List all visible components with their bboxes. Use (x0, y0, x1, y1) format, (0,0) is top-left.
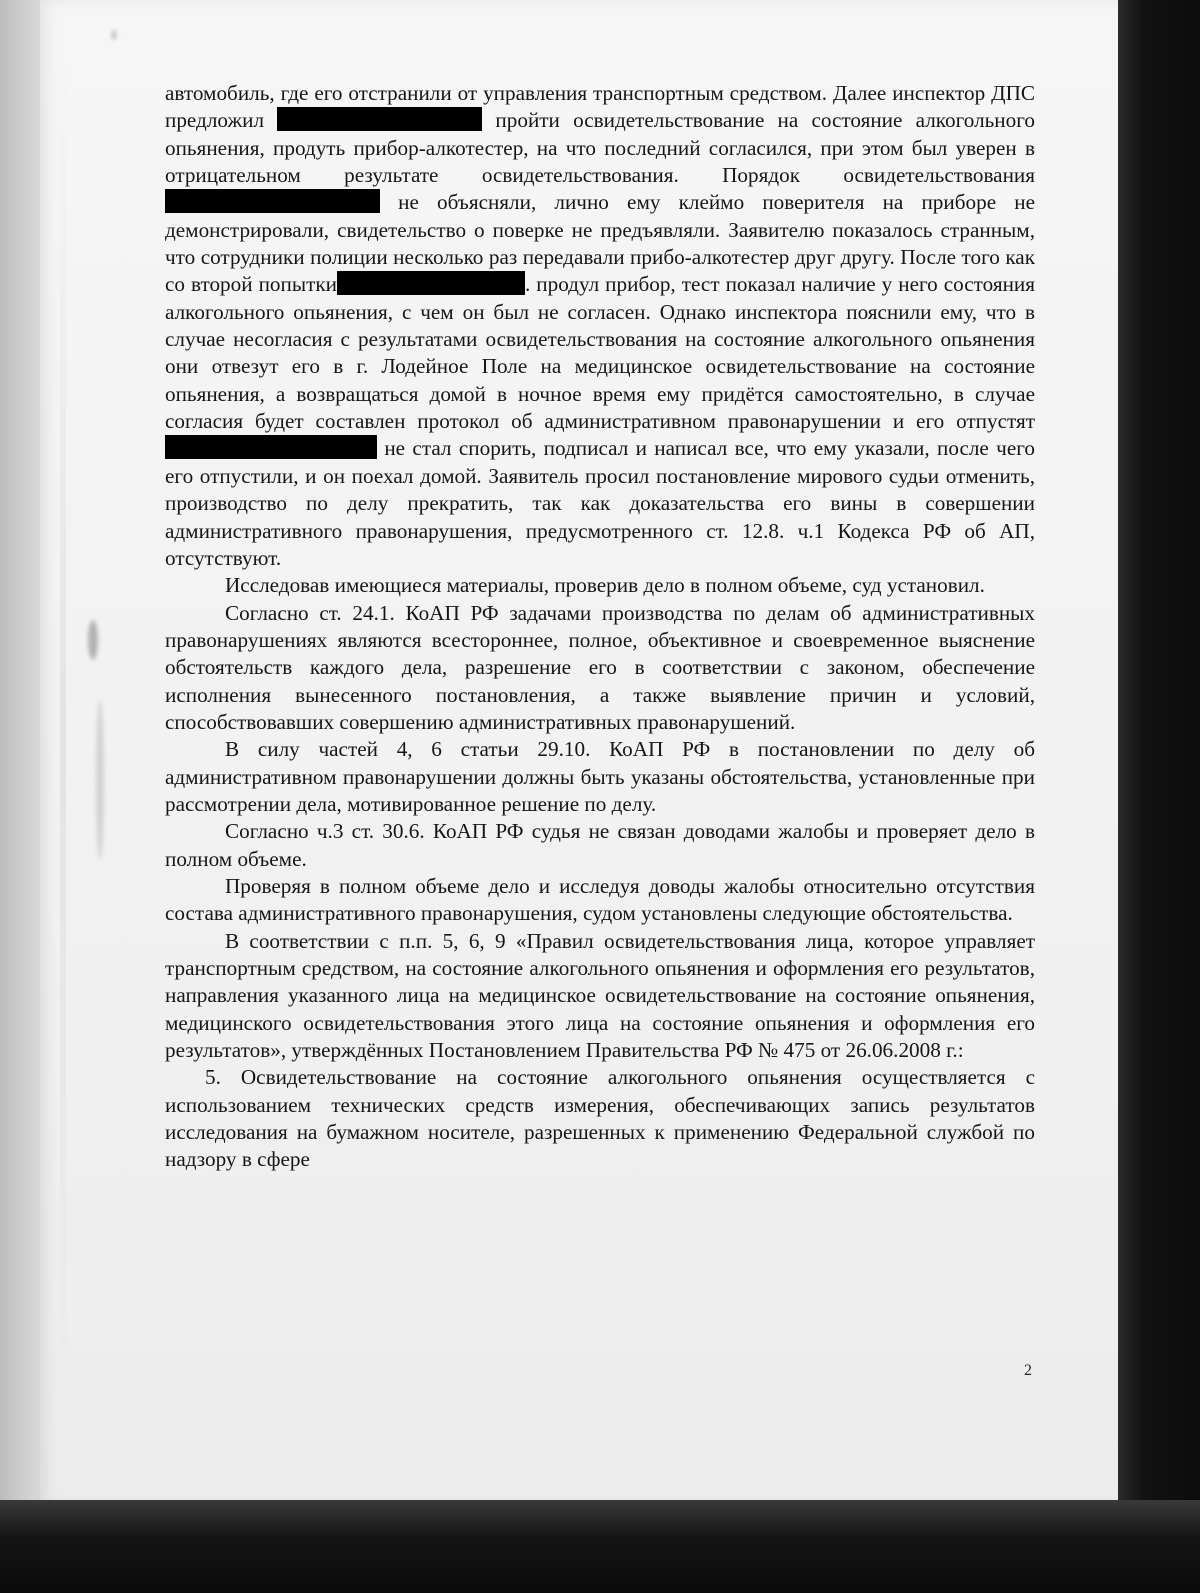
paragraph-article-29-10: В силу частей 4, 6 статьи 29.10. КоАП РФ в постановлении по делу об административном правонарушении должны быть указаны обстоятельства, установленные при рассмотрении дела, мотивированное решение по делу. (165, 737, 1035, 816)
scan-bottom-edge (0, 1500, 1200, 1593)
redaction-block (165, 435, 377, 459)
paragraph-rules-reference: В соответствии с п.п. 5, 6, 9 «Правил освидетельствования лица, которое управляет транспортным средством, на состояние алкогольного опьянения и оформления его результатов, направления указанного лица на медицинское освидетельствование на состояние опьянения, медицинского освидетельствования этого лица на состояние опьянения и оформления его результатов», утверждённых Постановлением Правительства РФ № 475 от 26.06.2008 г.: (165, 928, 1035, 1063)
text-segment: не объясняли, лично ему клеймо поверителя на приборе не демонстрировали, свидетельство о поверке не предъявляли. Заявителю показалось странным, что сотрудники полиции несколько раз передавали прибо-алкотестер друг другу. После того как со второй попытки (165, 190, 1035, 297)
text-segment: . продул прибор, тест показал наличие у него состояния алкогольного опьянения, с чем он был не согласен. Однако инспектора пояснили ему, что в случае несогласия с результатами освидетельствования на состояние алкогольного опьянения они отвезут его в г. Лодейное Поле на медицинское освидетельствование на состояние опьянения, а возвращаться домой в ночное время ему придётся самостоятельно, в случае согласия будет составлен протокол об административном правонарушении и его отпустят (165, 272, 1035, 434)
redaction-block (165, 189, 380, 213)
page-number: 2 (1024, 1362, 1032, 1379)
paragraph-complaint-summary (165, 80, 1035, 572)
paragraph-article-30-6: Согласно ч.3 ст. 30.6. КоАП РФ судья не связан доводами жалобы и проверяет дело в полном объеме. (165, 819, 1035, 871)
paragraph-complaint-review: Проверяя в полном объеме дело и исследуя доводы жалобы относительно отсутствия состава административного правонарушения, судом установлены следующие обстоятельства. (165, 873, 1035, 926)
text-segment: не стал спорить, подписал и написал все, что ему указали, после чего его отпустили, и он поехал домой. Заявитель просил постановление мирового судьи отменить, производство по делу прекратить, так как доказательства его вины в совершении административного правонарушения, предусмотренного ст. 12.8. ч.1 Кодекса РФ об АП, отсутствуют. (165, 436, 1035, 570)
scan-smudge (96, 700, 104, 860)
scan-smudge (88, 620, 98, 660)
paragraph-court-established: Исследовав имеющиеся материалы, проверив дело в полном объеме, суд установил. (225, 573, 985, 598)
page-fold (60, 40, 66, 1440)
scan-right-edge (1118, 0, 1200, 1593)
paragraph-article-24-1: Согласно ст. 24.1. КоАП РФ задачами производства по делам об административных правонарушениях являются всестороннее, полное, объективное и своевременное выяснение обстоятельств каждого дела, разрешение его в соответствии с законом, обеспечение исполнения вынесенного постановления, а также выявление причин и условий, способствовавших совершению административных правонарушений. (165, 600, 1035, 734)
document-body (165, 80, 1035, 1174)
scan-smudge (112, 30, 116, 40)
redaction-block (277, 107, 482, 131)
paragraph-rule-item-5: 5. Освидетельствование на состояние алкогольного опьянения осуществляется с использованием технических средств измерения, обеспечивающих запись результатов исследования на бумажном носителе, разрешенных к применению Федеральной службой по надзору в сфере (165, 1065, 1035, 1172)
redaction-block (337, 271, 525, 295)
text-segment: автомобиль, где его отстранили от управления транспортным средством. Далее инспектор ДПС предложил (165, 81, 1035, 133)
text-segment: пройти освидетельствование на состояние алкогольного опьянения, продуть прибор-алкотестер, на что последний согласился, при этом был уверен в отрицательном результате освидетельствования. Порядок освидетельствования (165, 108, 1035, 188)
